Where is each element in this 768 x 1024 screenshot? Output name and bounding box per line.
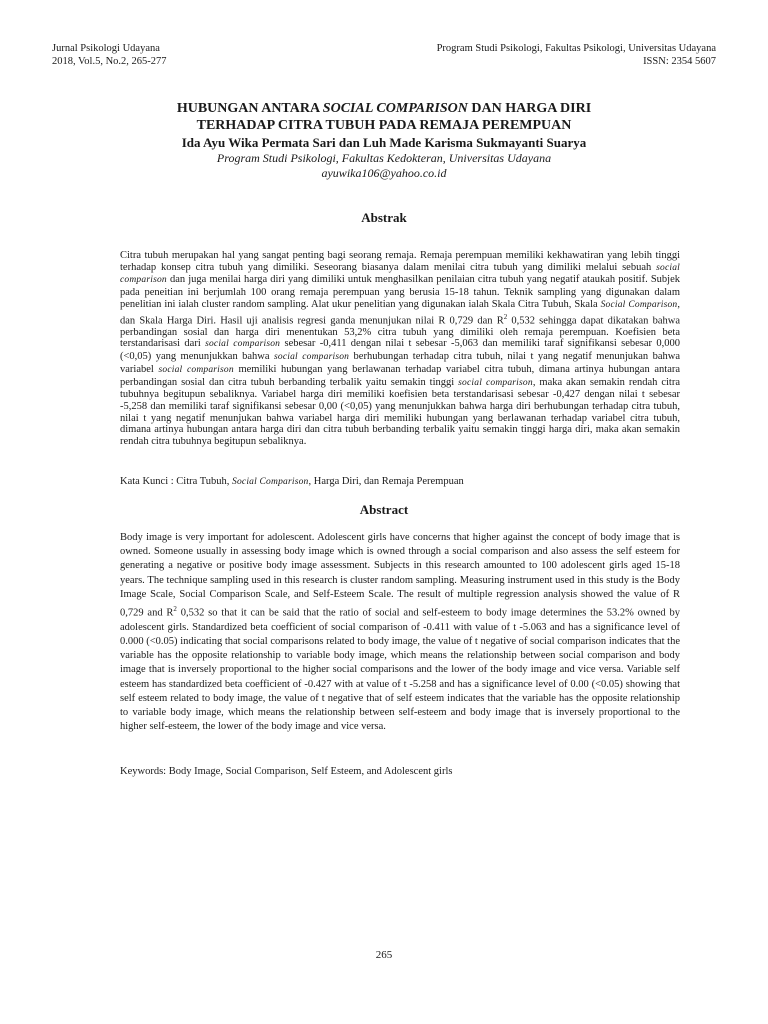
journal-name: Jurnal Psikologi Udayana	[52, 43, 160, 54]
journal-volume: 2018, Vol.5, No.2, 265-277	[52, 56, 167, 67]
kata-kunci: Kata Kunci : Citra Tubuh, Social Comparison, Harga Diri, dan Remaja Perempuan	[120, 476, 464, 487]
abstrak-heading: Abstrak	[361, 210, 407, 225]
abstrak-body: Citra tubuh merupakan hal yang sangat penting bagi seorang remaja. Remaja perempuan memiliki kekhawatiran yang lebih tinggi terhadap konsep citra tubuh yang dimiliki. Seseorang biasanya dalam menilai citra tubuh yang dimiliki melalui sebuah social comparison dan juga menilai harga diri yang dimiliki untuk menghasilkan penilaian citra tubuh yang negatif ataukah positif. Subjek pada peneitian ini berjumlah 100 orang remaja perempuan yang berusia 15-18 tahun. Teknik sampling yang digunakan dalam penelitian ini ialah cluster random sampling. Alat ukur penelitian yang digunakan ialah Skala Citra Tubuh, Skala Social Comparison, dan Skala Harga Diri. Hasil uji analisis regresi ganda menunjukan nilai R 0,729 dan $R^2$ 0,532 sehingga dapat dikatakan bahwa perbandingan sosial dan harga diri menentukan 53,2% citra tubuh yang dimiliki oleh remaja perempuan. Koefisien beta terstandarisasi dari social comparison sebesar -0,411 dengan nilai t sebesar -5,063 dan memiliki taraf signifikansi sebesar 0,000 (<0,05) yang menunjukkan bahwa social comparison berhubungan terhadap citra tubuh, nilai t yang negatif menunjukan bahwa variabel social comparison memiliki hubungan yang berlawanan terhadap variabel citra tubuh, dimana artinya hubungan antara perbandingan sosial dan citra tubuh berbanding terbalik yaitu semakin tinggi social comparison, maka akan semakin rendah citra tubuhnya begitupun sebaliknya. Variabel harga diri memiliki koefisien beta terstandarisasi sebesar -0,427 dengan nilai t sebesar -5,258 dan memiliki taraf signifikansi sebesar 0,00 (<0,05) yang menunjukkan bahwa harga diri berhubungan terhadap citra tubuh, nilai t yang negatif menunjukan bahwa variabel harga diri memiliki hubungan yang berlawanan terhadap variabel citra tubuh, dimana artinya hubungan antara harga diri dan citra tubuh berbanding terbalik yaitu semakin tinggi harga diri, maka akan semakin rendah citra tubuhnya begitupun sebaliknya.	[120, 250, 681, 448]
abstract-heading: Abstract	[359, 502, 409, 517]
author-affiliation: Program Studi Psikologi, Fakultas Kedokteran, Universitas Udayana	[216, 151, 552, 165]
abstract-body: Body image is very important for adolescent. Adolescent girls have concerns that higher against the concept of body image that is owned. Someone usually in assessing body image which is owned through a social comparison and also assess the self esteem for generating a negative or positive body image assessment. Subjects in this research amounted to 100 adolescent girls aged 15-18 years. The technique sampling used in this research is cluster random sampling. Measuring instrument used in this study is the Body Image Scale, Social Comparison Scale, and Self-Esteem Scale. The result of multiple regression analysis showed the value of R 0,729 and $R^2$ 0,532 so that it can be said that the ratio of social and self-esteem to body image determines the 53.2% owned by adolescent girls. Standardized beta coefficient of social comparison of -0.411 with value of t -5.063 and has a significance level of 0.000 (<0.05) indicating that social comparisons related to body image, the value of t negative of social comparison indicates that the variable has the opposite relationship to variable body image, which means the relationship between social comparison and body image that is inversely proportional to the higher social comparisons and the lower of the body image and vice versa. Variable self esteem has standardized beta coefficient of -0.427 with at value of t -5.258 and has a significance level of 0.00 (<0.05) showing that self esteem related to body image, the value of t negative that of self esteem indicates that the variable has the opposite relationship to variable body image, which means the relationship between self-esteem and body image that is inversely proportional to the higher self-esteem, the lower of the body image and vice versa.	[120, 532, 680, 733]
keywords: Keywords: Body Image, Social Comparison, Self Esteem, and Adolescent girls	[120, 766, 453, 777]
journal-header-right	[437, 42, 716, 68]
page-number: 265	[375, 949, 393, 961]
paper-title: HUBUNGAN ANTARA SOCIAL COMPARISON DAN HARGA DIRI TERHADAP CITRA TUBUH PADA REMAJA PEREMPUAN	[176, 101, 592, 133]
journal-issn: ISSN: 2354 5607	[643, 56, 716, 67]
journal-program: Program Studi Psikologi, Fakultas Psikologi, Universitas Udayana	[436, 43, 716, 54]
journal-header-left	[52, 42, 167, 68]
author-email: ayuwika106@yahoo.co.id	[321, 166, 447, 180]
paper-authors: Ida Ayu Wika Permata Sari dan Luh Made Karisma Sukmayanti Suarya	[181, 135, 587, 150]
